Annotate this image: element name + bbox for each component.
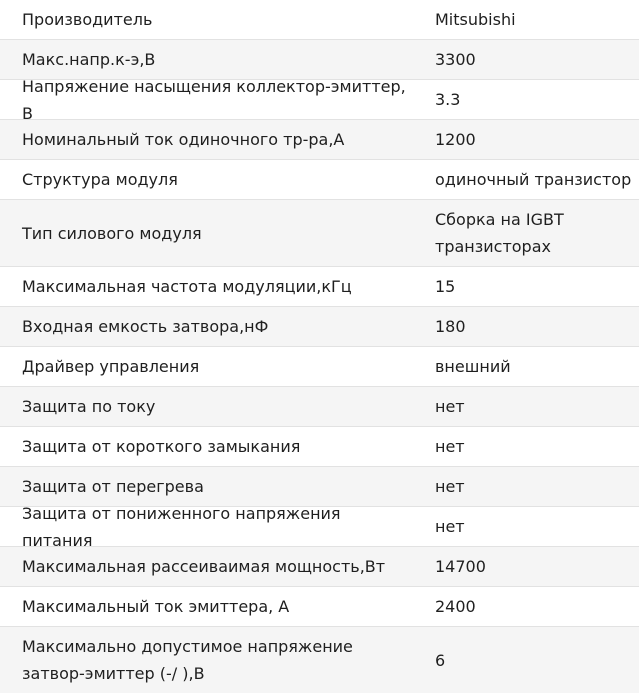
spec-name: Максимальная рассеиваимая мощность,Вт — [22, 557, 386, 576]
spec-value: 15 — [435, 277, 456, 296]
spec-name: Защита от короткого замыкания — [22, 437, 301, 456]
spec-row-max-emitter-current — [0, 587, 639, 627]
spec-value: 3300 — [435, 50, 476, 69]
spec-row-max-power-dissipation — [0, 547, 639, 587]
spec-value: 1200 — [435, 130, 476, 149]
spec-name: Максимально допустимое напряжение затвор-эмиттер (-/ ),В — [22, 637, 353, 683]
spec-row-max-modulation-frequency — [0, 267, 639, 307]
spec-value: 180 — [435, 317, 466, 336]
spec-name: Макс.напр.к-э,В — [22, 50, 156, 69]
spec-value: Mitsubishi — [435, 10, 516, 29]
spec-value: 3.3 — [435, 90, 461, 109]
spec-name: Максимальный ток эмиттера, А — [22, 597, 290, 616]
spec-name: Тип силового модуля — [22, 223, 202, 243]
spec-name: Входная емкость затвора,нФ — [22, 317, 269, 336]
spec-row-current-protection — [0, 387, 639, 427]
spec-row-control-driver — [0, 347, 639, 387]
spec-name: Производитель — [22, 10, 153, 29]
spec-row-max-gate-emitter-voltage — [0, 627, 639, 693]
spec-row-power-module-type — [0, 200, 639, 267]
spec-value: нет — [435, 477, 465, 496]
spec-row-saturation-voltage — [0, 76, 639, 123]
spec-value: одиночный транзистор — [435, 170, 632, 189]
spec-value: 6 — [435, 650, 446, 670]
spec-value: 14700 — [435, 557, 486, 576]
spec-row-undervoltage-protection — [0, 503, 639, 550]
spec-value: нет — [435, 437, 465, 456]
spec-name: Напряжение насыщения коллектор-эмиттер, В — [22, 76, 406, 123]
spec-name: Защита по току — [22, 397, 156, 416]
spec-name: Номинальный ток одиночного тр-ра,А — [22, 130, 345, 149]
spec-name: Максимальная частота модуляции,кГц — [22, 277, 352, 296]
spec-value: внешний — [435, 357, 511, 376]
spec-name: Структура модуля — [22, 170, 178, 189]
spec-name: Защита от пониженного напряжения питания — [22, 503, 341, 550]
spec-value: 2400 — [435, 597, 476, 616]
spec-row-rated-current — [0, 120, 639, 160]
spec-value: нет — [435, 517, 465, 536]
spec-value: Сборка на IGBT транзисторах — [435, 210, 564, 256]
spec-row-short-circuit-protection — [0, 427, 639, 467]
spec-row-manufacturer — [0, 0, 639, 40]
spec-row-gate-input-capacitance — [0, 307, 639, 347]
spec-name: Драйвер управления — [22, 357, 200, 376]
spec-name: Защита от перегрева — [22, 477, 204, 496]
spec-value: нет — [435, 397, 465, 416]
spec-row-module-structure — [0, 160, 639, 200]
